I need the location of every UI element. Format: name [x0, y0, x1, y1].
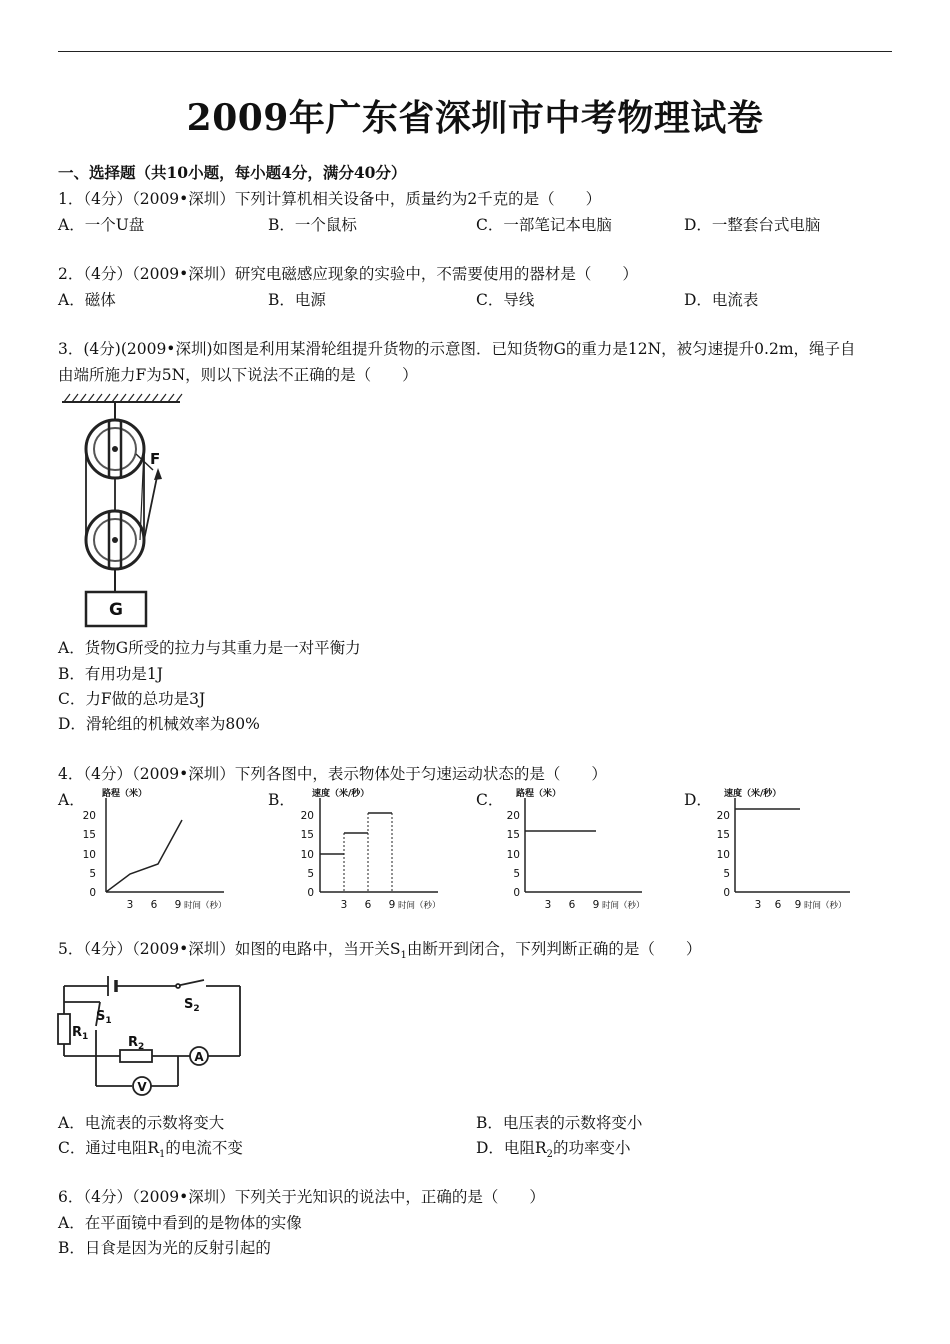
- q4-option-a[interactable]: A．: [58, 791, 85, 809]
- q3-option-a[interactable]: A．货物G所受的拉力与其重力是一对平衡力: [58, 639, 361, 657]
- graph-b-ylabel: 速度（米/秒）: [312, 789, 370, 799]
- q4-option-b[interactable]: B．: [268, 791, 295, 809]
- question-3-stem-line2: 由端所施力F为5N，则以下说法不正确的是（ ）: [58, 366, 418, 384]
- graph-a-ytick: 20: [82, 810, 96, 822]
- q3-option-c[interactable]: C．力F做的总功是3J: [58, 690, 206, 708]
- graph-a-xtick: 9: [174, 899, 182, 911]
- q5-option-c[interactable]: C．通过电阻$R_1$的电流不变: [58, 1139, 243, 1161]
- q4-option-c[interactable]: C．: [476, 791, 504, 809]
- graph-d-ytick: 20: [716, 810, 730, 822]
- section-heading: 一、选择题（共10小题，每小题4分，满分40分）: [58, 163, 407, 182]
- page-title: 2009年广东省深圳市中考物理试卷: [186, 97, 764, 139]
- graph-c-ytick: 15: [506, 829, 520, 841]
- question-2-stem: 2．（4分）（2009•深圳）研究电磁感应现象的实验中，不需要使用的器材是（ ）: [58, 265, 638, 283]
- q4-option-d[interactable]: D．: [684, 791, 712, 809]
- graph-d-ytick: 10: [716, 849, 730, 861]
- s2-label: $S_2$: [184, 997, 200, 1014]
- graph-c-ylabel: 路程（米）: [516, 789, 562, 799]
- graph-a-ylabel: 路程（米）: [102, 789, 148, 799]
- graph-a: [84, 786, 234, 911]
- q1-option-d[interactable]: D．一整套台式电脑: [684, 216, 821, 234]
- top-rule: [58, 51, 892, 52]
- q5-option-b[interactable]: B．电压表的示数将变小: [476, 1114, 643, 1132]
- q2-option-d[interactable]: D．电流表: [684, 291, 759, 309]
- graph-c: [502, 786, 652, 911]
- graph-b-xtick: 3: [340, 899, 348, 911]
- graph-c-xtick: 3: [544, 899, 552, 911]
- q5-option-d[interactable]: D．电阻$R_2$的功率变小: [476, 1139, 631, 1161]
- graph-d-ytick: 5: [723, 868, 730, 880]
- q3-option-b[interactable]: B．有用功是1J: [58, 665, 163, 683]
- graph-b-xtick: 9: [388, 899, 396, 911]
- graph-a-xlabel: 时间（秒）: [184, 901, 227, 911]
- graph-a-xtick: 6: [150, 899, 158, 911]
- graph-a-curve: [106, 820, 182, 892]
- q6-option-b[interactable]: B．日食是因为光的反射引起的: [58, 1239, 271, 1257]
- graph-b-steps: [320, 813, 392, 854]
- graph-b-xtick: 6: [364, 899, 372, 911]
- graph-c-ytick: 20: [506, 810, 520, 822]
- graph-d-xlabel: 时间（秒）: [804, 901, 847, 911]
- graph-c-ytick: 10: [506, 849, 520, 861]
- r1-label: $R_1$: [72, 1025, 89, 1042]
- graph-c-ytick: 0: [513, 887, 520, 899]
- graph-b-xlabel: 时间（秒）: [398, 901, 441, 911]
- graph-d-ytick: 15: [716, 829, 730, 841]
- load-label: G: [109, 600, 123, 620]
- q1-option-a[interactable]: A．一个U盘: [58, 216, 145, 234]
- q3-option-d[interactable]: D．滑轮组的机械效率为80%: [58, 715, 260, 733]
- graph-d: [712, 786, 862, 911]
- graph-c-ytick: 5: [513, 868, 520, 880]
- ammeter-label: A: [194, 1050, 204, 1064]
- question-6-stem: 6．（4分）（2009•深圳）下列关于光知识的说法中，正确的是（ ）: [58, 1188, 545, 1206]
- graph-c-xtick: 9: [592, 899, 600, 911]
- graph-a-ytick: 10: [82, 849, 96, 861]
- graph-a-ytick: 15: [82, 829, 96, 841]
- s1-label: $S_1$: [96, 1009, 112, 1026]
- q1-option-b[interactable]: B．一个鼠标: [268, 216, 357, 234]
- question-1-stem: 1．（4分）（2009•深圳）下列计算机相关设备中，质量约为2千克的是（ ）: [58, 190, 602, 208]
- graph-d-ytick: 0: [723, 887, 730, 899]
- circuit-figure: [56, 970, 246, 1095]
- q2-option-b[interactable]: B．电源: [268, 291, 326, 309]
- graph-c-xtick: 6: [568, 899, 576, 911]
- q1-option-c[interactable]: C．一部笔记本电脑: [476, 216, 612, 234]
- graph-d-xtick: 9: [794, 899, 802, 911]
- question-3-stem-line1: 3．(4分)(2009•深圳)如图是利用某滑轮组提升货物的示意图．已知货物G的重力是12N，被匀速提升0.2m，绳子自: [58, 340, 856, 358]
- graph-a-ytick: 5: [89, 868, 96, 880]
- graph-d-xtick: 6: [774, 899, 782, 911]
- q2-option-a[interactable]: A．磁体: [58, 291, 116, 309]
- q5-option-a[interactable]: A．电流表的示数将变大: [58, 1114, 225, 1132]
- r2-label: $R_2$: [128, 1035, 145, 1052]
- graph-b-ytick: 20: [300, 810, 314, 822]
- graph-b-ytick: 5: [307, 868, 314, 880]
- force-label: F: [150, 450, 161, 468]
- graph-b-ytick: 15: [300, 829, 314, 841]
- graph-a-ytick: 0: [89, 887, 96, 899]
- pulley-figure: [58, 392, 188, 632]
- question-4-stem: 4．（4分）（2009•深圳）下列各图中，表示物体处于匀速运动状态的是（ ）: [58, 765, 607, 783]
- graph-d-xtick: 3: [754, 899, 762, 911]
- graph-b: [292, 786, 452, 911]
- graph-d-ylabel: 速度（米/秒）: [724, 789, 782, 799]
- q6-option-a[interactable]: A．在平面镜中看到的是物体的实像: [58, 1214, 302, 1232]
- q2-option-c[interactable]: C．导线: [476, 291, 535, 309]
- graph-a-xtick: 3: [126, 899, 134, 911]
- graph-c-xlabel: 时间（秒）: [602, 901, 645, 911]
- question-5-stem: 5．（4分）（2009•深圳）如图的电路中，当开关$S_1$由断开到闭合，下列判断正确的是（ ）: [58, 940, 702, 962]
- graph-b-ytick: 0: [307, 887, 314, 899]
- graph-b-ytick: 10: [300, 849, 314, 861]
- voltmeter-label: V: [137, 1080, 147, 1094]
